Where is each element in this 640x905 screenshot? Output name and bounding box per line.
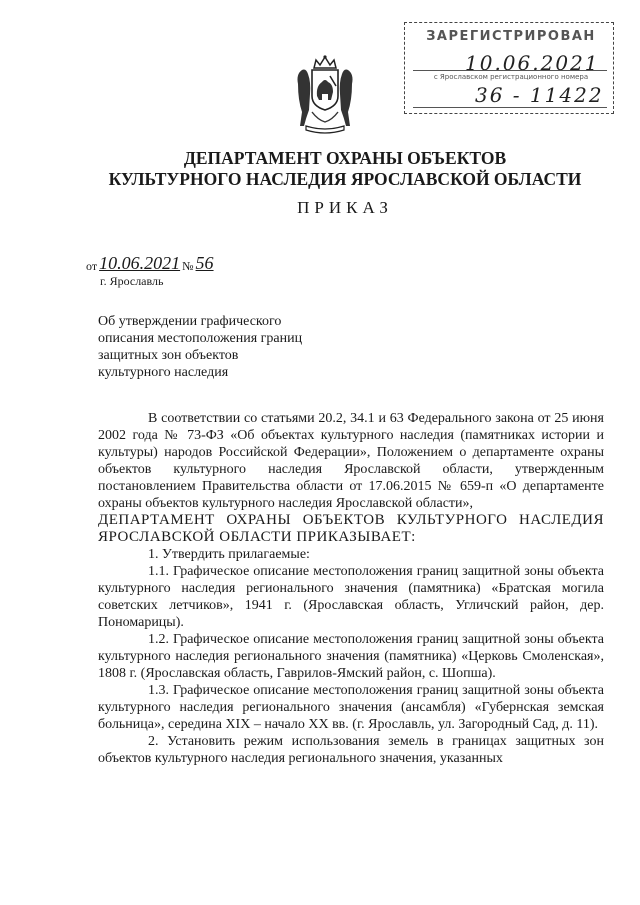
order-date: 10.06.2021 [99, 253, 181, 273]
stamp-divider [413, 70, 607, 71]
order-number: 56 [195, 253, 214, 273]
stamp-divider [413, 107, 607, 108]
number-prefix: № [182, 259, 194, 273]
order-subject [98, 313, 338, 381]
stamp-number: 36 - 11422 [475, 83, 604, 107]
department-name-line2: КУЛЬТУРНОГО НАСЛЕДИЯ ЯРОСЛАВСКОЙ ОБЛАСТИ [108, 169, 582, 189]
stamp-caption: с Ярославском регистрационного номера [433, 73, 589, 81]
registration-stamp [404, 22, 614, 114]
document-type: ПРИКАЗ [297, 198, 393, 217]
clause-1-3: 1.3. Графическое описание местоположения границ защитной зоны объекта культурного наследия регионального значения (ансамбля) «Губернская земская больница», середина XIX – начало XX вв. (г. Ярославль, ул. Загородный Сад, д. 11). [98, 683, 604, 732]
directive-heading: ДЕПАРТАМЕНТ ОХРАНЫ ОБЪЕКТОВ КУЛЬТУРНОГО НАСЛЕДИЯ ЯРОСЛАВСКОЙ ОБЛАСТИ ПРИКАЗЫВАЕТ: [98, 512, 604, 545]
date-prefix: от [86, 259, 98, 273]
stamp-date: 10.06.2021 [465, 51, 600, 75]
city: г. Ярославль [100, 274, 164, 288]
yaroslavl-coat-of-arms-icon [292, 54, 358, 134]
subject-line: описания местоположения границ [98, 331, 303, 346]
stamp-title: ЗАРЕГИСТРИРОВАН [426, 29, 596, 44]
order-body [98, 410, 604, 767]
clause-1-2: 1.2. Графическое описание местоположения границ защитной зоны объекта культурного наследия регионального значения (памятника) «Церковь Смоленская», 1808 г. (Ярославская область, Гаврилов-Ямский район, с. Шопша). [98, 632, 604, 681]
clause-1: 1. Утвердить прилагаемые: [148, 547, 310, 562]
subject-line: культурного наследия [98, 365, 229, 380]
clause-2: 2. Установить режим использования земель в границах защитных зон объектов культурного наследия регионального значения, указанных [98, 734, 604, 766]
clause-1-1: 1.1. Графическое описание местоположения границ защитной зоны объекта культурного наследия регионального значения (памятника) «Братская могила советских летчиков», 1941 г. (Ярославская область, Угличский район, дер. Пономарицы). [98, 564, 604, 630]
subject-line: защитных зон объектов [98, 348, 239, 363]
order-date-row [86, 250, 216, 274]
preamble-paragraph: В соответствии со статьями 20.2, 34.1 и 63 Федерального закона от 25 июня 2002 года № 73-ФЗ «Об объектах культурного наследия (памятниках истории и культуры) народов Российской Федерации», Положением о департаменте охраны объектов культурного наследия Ярославской области, утвержденным постановлением Правительства области от 17.06.2015 № 659-п «О департаменте охраны объектов культурного наследия Ярославской области», [98, 411, 604, 511]
department-name-line1: ДЕПАРТАМЕНТ ОХРАНЫ ОБЪЕКТОВ [183, 148, 507, 168]
department-name [90, 148, 600, 190]
subject-line: Об утверждении графического [98, 314, 282, 329]
